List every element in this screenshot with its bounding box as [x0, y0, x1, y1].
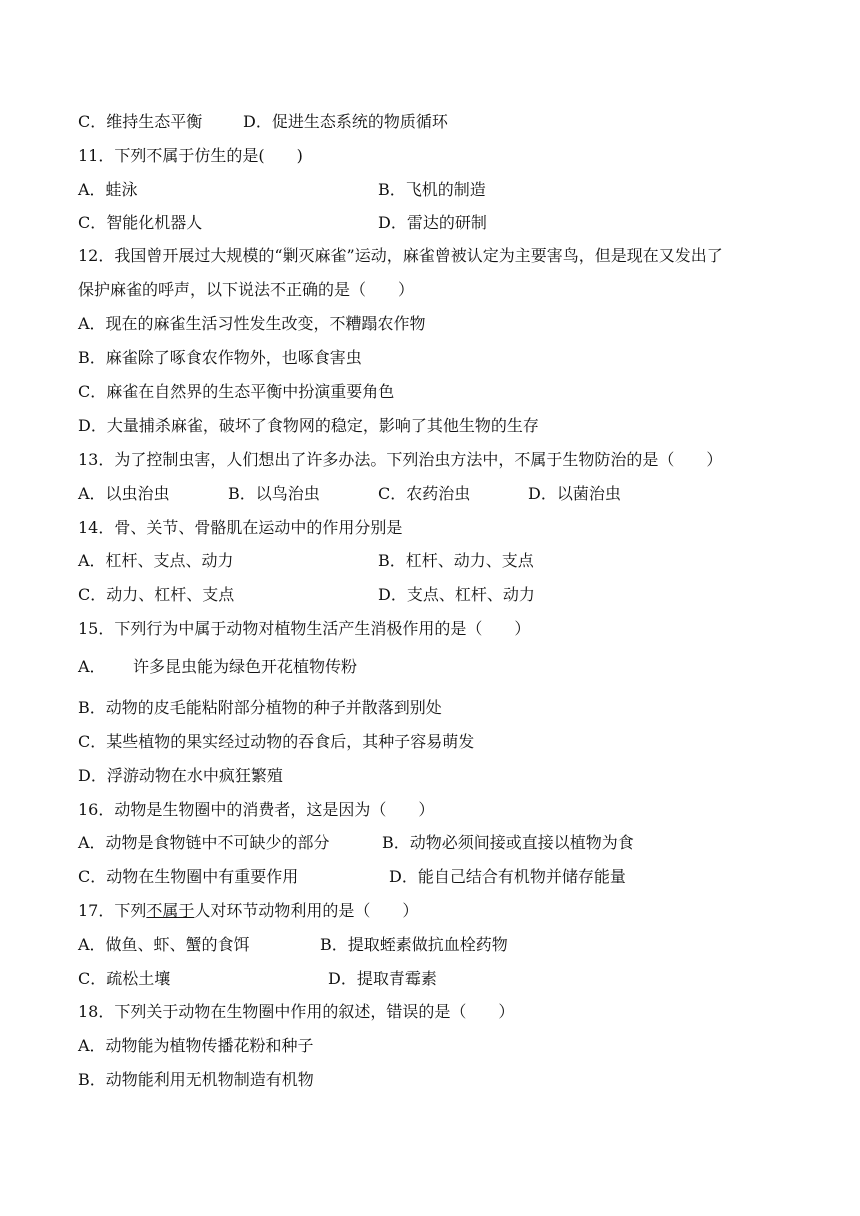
q11-option-a: A．蛙泳 — [78, 180, 138, 199]
q13-option-b: B．以鸟治虫 — [228, 484, 320, 503]
q13-option-c: C．农药治虫 — [378, 484, 471, 503]
q12-option-c: C．麻雀在自然界的生态平衡中扮演重要角色 — [78, 382, 395, 401]
q14-stem: 14．骨、关节、骨骼肌在运动中的作用分别是 — [78, 518, 403, 537]
q16-option-b: B．动物必须间接或直接以植物为食 — [382, 833, 634, 852]
q10-option-c: C．维持生态平衡 — [78, 112, 203, 131]
q13-option-a: A．以虫治虫 — [78, 484, 170, 503]
q15-option-a-text: 许多昆虫能为绿色开花植物传粉 — [133, 657, 358, 676]
q13-stem: 13．为了控制虫害，人们想出了许多办法。下列治虫方法中，不属于生物防治的是（ ） — [78, 450, 723, 469]
q14-option-d: D．支点、杠杆、动力 — [378, 585, 535, 604]
q17-stem-underlined: 不属于 — [146, 901, 195, 920]
q15-option-d: D．浮游动物在水中疯狂繁殖 — [78, 766, 283, 785]
q15-option-a-letter: A． — [78, 657, 106, 676]
q15-option-c: C．某些植物的果实经过动物的吞食后，其种子容易萌发 — [78, 732, 475, 751]
q16-option-a: A．动物是食物链中不可缺少的部分 — [78, 833, 330, 852]
q14-option-b: B．杠杆、动力、支点 — [378, 551, 534, 570]
q10-option-d: D．促进生态系统的物质循环 — [243, 112, 448, 131]
q13-option-d: D．以菌治虫 — [528, 484, 621, 503]
q11-option-d: D．雷达的研制 — [378, 213, 487, 232]
q17-option-d: D．提取青霉素 — [328, 969, 437, 988]
q11-option-c: C．智能化机器人 — [78, 213, 203, 232]
q18-option-a: A．动物能为植物传播花粉和种子 — [78, 1036, 314, 1055]
q17-option-c: C．疏松土壤 — [78, 969, 171, 988]
q15-stem: 15．下列行为中属于动物对植物生活产生消极作用的是（ ） — [78, 619, 531, 638]
q16-stem: 16．动物是生物圈中的消费者，这是因为（ ） — [78, 800, 435, 819]
q17-stem-prefix: 17．下列 — [78, 901, 147, 920]
q15-option-b: B．动物的皮毛能粘附部分植物的种子并散落到别处 — [78, 698, 442, 717]
q11-stem: 11．下列不属于仿生的是( ) — [78, 146, 303, 165]
q12-stem-line2: 保护麻雀的呼声，以下说法不正确的是（ ） — [78, 280, 415, 299]
q16-option-c: C．动物在生物圈中有重要作用 — [78, 867, 299, 886]
q12-option-d: D．大量捕杀麻雀，破坏了食物网的稳定，影响了其他生物的生存 — [78, 416, 539, 435]
q18-option-b: B．动物能利用无机物制造有机物 — [78, 1070, 314, 1089]
q17-option-b: B．提取蛭素做抗血栓药物 — [320, 935, 508, 954]
q12-option-b: B．麻雀除了啄食农作物外，也啄食害虫 — [78, 348, 362, 367]
q17-stem-suffix: 人对环节动物利用的是（ ） — [194, 901, 419, 920]
q16-option-d: D．能自己结合有机物并储存能量 — [389, 867, 626, 886]
q14-option-c: C．动力、杠杆、支点 — [78, 585, 235, 604]
q17-option-a: A．做鱼、虾、蟹的食饵 — [78, 935, 250, 954]
q11-option-b: B．飞机的制造 — [378, 180, 486, 199]
q12-option-a: A．现在的麻雀生活习性发生改变，不糟蹋农作物 — [78, 314, 426, 333]
q14-option-a: A．杠杆、支点、动力 — [78, 551, 234, 570]
q12-stem-line1: 12．我国曾开展过大规模的“剿灭麻雀”运动，麻雀曾被认定为主要害鸟，但是现在又发出了 — [78, 246, 723, 265]
q18-stem: 18．下列关于动物在生物圈中作用的叙述，错误的是（ ） — [78, 1002, 515, 1021]
q17-stem — [78, 901, 418, 921]
